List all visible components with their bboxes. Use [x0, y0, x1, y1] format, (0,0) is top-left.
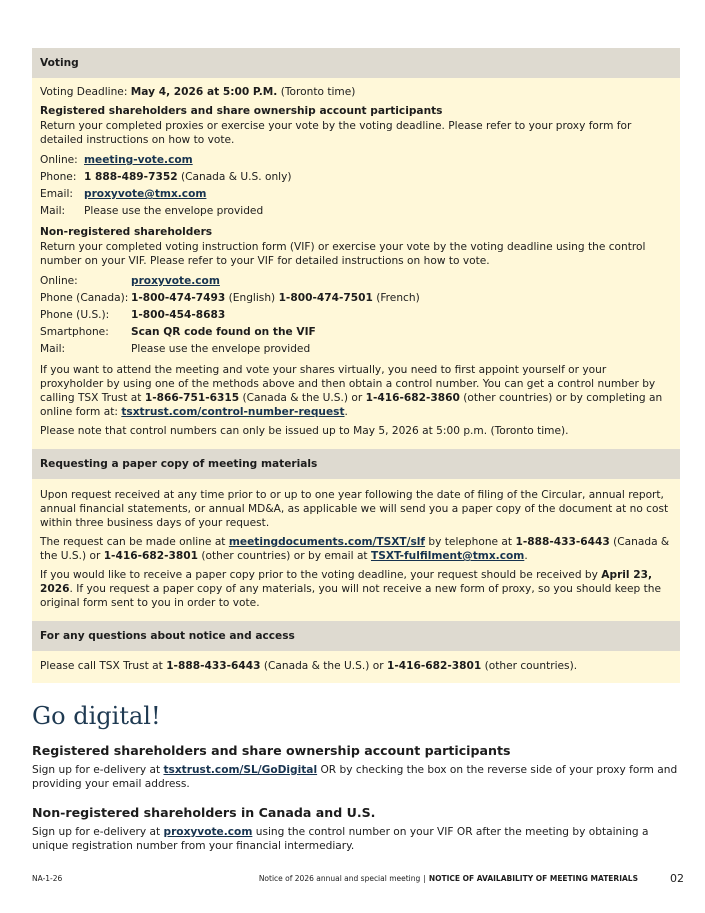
- document-code: NA-1-26: [32, 874, 63, 883]
- go-digital-nonregistered-text: Sign up for e-delivery at proxyvote.com using the control number on your VIF OR after the meeting by obtaining a unique registration number from your financial intermediary.: [32, 826, 649, 852]
- proxyvote-link[interactable]: proxyvote.com: [131, 275, 220, 287]
- proxyvote-edelivery-link[interactable]: proxyvote.com: [163, 826, 253, 838]
- meetingdocuments-link[interactable]: meetingdocuments.com/TSXT/slf: [228, 536, 426, 548]
- control-number-note: Please note that control numbers can only be issued up to May 5, 2026 at 5:00 p.m. (Toronto time).: [40, 425, 569, 437]
- voting-section: [32, 78, 680, 449]
- document-title: Notice of 2026 annual and special meeting | NOTICE OF AVAILABILITY OF MEETING MATERIALS: [258, 874, 638, 883]
- go-digital-nonregistered-title: Non-registered shareholders in Canada and U.S.: [32, 805, 376, 820]
- nonregistered-text: Return your completed voting instruction form (VIF) or exercise your vote by the voting deadline using the control number on your VIF. Please refer to your VIF for detailed instructions on how to vote.: [40, 241, 646, 267]
- questions-text: Please call TSX Trust at 1-888-433-6443 (Canada & the U.S.) or 1-416-682-3801 (other countries).: [40, 660, 578, 672]
- registered-methods: Online: meeting-vote.com Phone: 1 888-489-7352 (Canada & U.S. only) Email: proxyvote@tmx.com Mail: Please use the envelope provided: [40, 154, 292, 217]
- registered-title: Registered shareholders and share ownership account participants: [40, 105, 443, 117]
- proxyvote-email-link[interactable]: proxyvote@tmx.com: [84, 188, 207, 200]
- control-number-link[interactable]: tsxtrust.com/control-number-request: [121, 406, 345, 418]
- page-number: 02: [670, 872, 684, 885]
- go-digital-registered-text: Sign up for e-delivery at tsxtrust.com/SL/GoDigital OR by checking the box on the reverse side of your proxy form and providing your email address.: [32, 764, 678, 790]
- voting-deadline: Voting Deadline: May 4, 2026 at 5:00 P.M. (Toronto time): [40, 86, 356, 98]
- nonregistered-title: Non-registered shareholders: [40, 226, 213, 238]
- nonregistered-methods: Online: proxyvote.com Phone (Canada): 1-800-474-7493 (English) 1-800-474-7501 (French) Phone (U.S.): 1-800-454-8683 Smartphone: Scan QR code found on the VIF Mail: Please use the envelope provided: [40, 275, 420, 355]
- registered-text: Return your completed proxies or exercise your vote by the voting deadline. Please refer to your proxy form for detailed instructions on how to vote.: [40, 120, 632, 146]
- meeting-vote-link[interactable]: meeting-vote.com: [84, 154, 193, 166]
- voting-header: Voting: [32, 48, 680, 78]
- page-footer: [32, 872, 684, 886]
- paper-copy-header: Requesting a paper copy of meeting materials: [32, 449, 680, 479]
- paper-copy-section: [32, 479, 680, 621]
- paper-deadline-text: If you would like to receive a paper copy prior to the voting deadline, your request should be received by April 23, 2026. If you request a paper copy of any materials, you will not receive a new form of proxy, so you should keep the original form sent to you in order to vote.: [40, 569, 661, 609]
- go-digital-registered-title: Registered shareholders and share ownership account participants: [32, 743, 511, 758]
- fulfilment-email-link[interactable]: TSXT-fulfilment@tmx.com: [370, 550, 525, 562]
- questions-section: [32, 651, 680, 683]
- attend-virtually-text: If you want to attend the meeting and vote your shares virtually, you need to first appoint yourself or your proxyholder by using one of the methods above and then obtain a control number. You can get a control number by calling TSX Trust at 1-866-751-6315 (Canada & the U.S.) or 1-416-682-3860 (other countries) or by completing an online form at: tsxtrust.com/control-number-request.: [40, 364, 663, 418]
- go-digital-title: Go digital!: [32, 702, 161, 730]
- questions-header: For any questions about notice and access: [32, 621, 680, 651]
- notice-content: [32, 48, 680, 867]
- paper-copy-text: Upon request received at any time prior to or up to one year following the date of filing of the Circular, annual report, annual financial statements, or annual MD&A, as applicable we will send you a paper copy of the document at no cost within three business days of your request.: [40, 489, 669, 529]
- godigital-link[interactable]: tsxtrust.com/SL/GoDigital: [163, 764, 318, 776]
- paper-request-text: The request can be made online at meetingdocuments.com/TSXT/slf by telephone at 1-888-433-6443 (Canada & the U.S.) or 1-416-682-3801 (other countries) or by email at TSXT-fulfilment@tmx.com.: [40, 536, 670, 562]
